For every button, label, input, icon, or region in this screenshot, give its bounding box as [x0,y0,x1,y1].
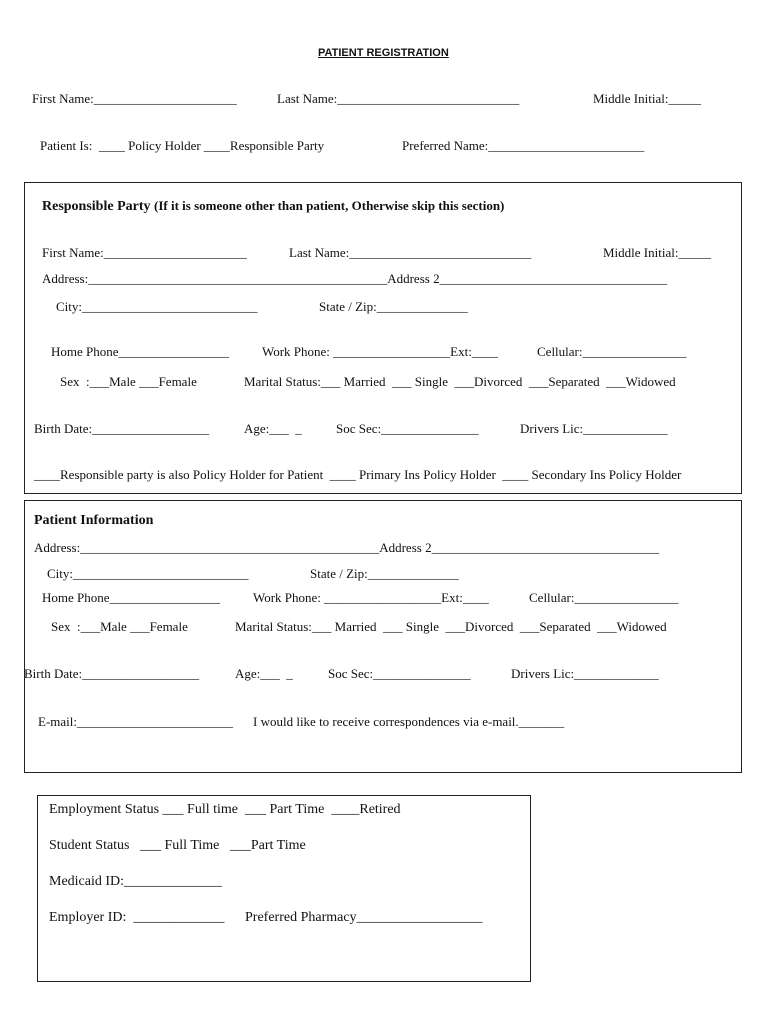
pi-cellular-field[interactable]: Cellular:________________ [529,590,679,605]
patient-is-field[interactable]: Patient Is: ____ Policy Holder ____Responsible Party [40,138,325,153]
rp-marital-status-field[interactable]: Marital Status:___ Married ___ Single ___Divorced ___Separated ___Widowed [244,374,676,389]
pi-email-field[interactable]: E-mail:________________________ [38,714,233,729]
responsible-party-title: Responsible Party [42,199,151,214]
page-title: PATIENT REGISTRATION [318,47,449,59]
pi-address-field[interactable]: Address:______________________________________________Address 2___________________________________ [34,540,660,555]
middle-initial-field[interactable]: Middle Initial:_____ [593,91,701,106]
pi-soc-sec-field[interactable]: Soc Sec:_______________ [328,666,471,681]
patient-information-heading: Patient Information [34,513,154,528]
rp-cellular-field[interactable]: Cellular:________________ [537,344,687,359]
pi-birth-date-field[interactable]: Birth Date:__________________ [24,666,200,681]
employer-id-field[interactable]: Employer ID: _____________ [49,910,225,925]
pi-home-phone-field[interactable]: Home Phone_________________ [42,590,221,605]
rp-policy-holder-options[interactable]: ____Responsible party is also Policy Holder for Patient ____ Primary Ins Policy Holder ____ Secondary Ins Policy Holder [34,467,682,482]
rp-last-name-field[interactable]: Last Name:____________________________ [289,245,532,260]
pi-sex-field[interactable]: Sex :___Male ___Female [51,619,188,634]
rp-birth-date-field[interactable]: Birth Date:__________________ [34,421,210,436]
responsible-party-heading [42,198,504,215]
rp-middle-initial-field[interactable]: Middle Initial:_____ [603,245,711,260]
rp-home-phone-field[interactable]: Home Phone_________________ [51,344,230,359]
rp-work-phone-field[interactable]: Work Phone: __________________Ext:____ [262,344,498,359]
first-name-field[interactable]: First Name:______________________ [32,91,237,106]
rp-drivers-lic-field[interactable]: Drivers Lic:_____________ [520,421,668,436]
rp-address-field[interactable]: Address:______________________________________________Address 2___________________________________ [42,271,668,286]
rp-city-field[interactable]: City:___________________________ [56,299,258,314]
rp-state-zip-field[interactable]: State / Zip:______________ [319,299,468,314]
preferred-pharmacy-field[interactable]: Preferred Pharmacy__________________ [245,910,483,925]
rp-soc-sec-field[interactable]: Soc Sec:_______________ [336,421,479,436]
rp-sex-field[interactable]: Sex :___Male ___Female [60,374,197,389]
pi-age-field[interactable]: Age:___ _ [235,666,293,681]
pi-email-optin-field[interactable]: I would like to receive correspondences via e-mail._______ [253,714,565,729]
pi-marital-status-field[interactable]: Marital Status:___ Married ___ Single ___Divorced ___Separated ___Widowed [235,619,667,634]
rp-first-name-field[interactable]: First Name:______________________ [42,245,247,260]
pi-city-field[interactable]: City:___________________________ [47,566,249,581]
student-status-field[interactable]: Student Status ___ Full Time ___Part Time [49,838,306,853]
pi-work-phone-field[interactable]: Work Phone: __________________Ext:____ [253,590,489,605]
medicaid-id-field[interactable]: Medicaid ID:______________ [49,874,223,889]
employment-status-field[interactable]: Employment Status ___ Full time ___ Part Time ____Retired [49,802,401,817]
preferred-name-field[interactable]: Preferred Name:________________________ [402,138,645,153]
rp-age-field[interactable]: Age:___ _ [244,421,302,436]
pi-drivers-lic-field[interactable]: Drivers Lic:_____________ [511,666,659,681]
pi-state-zip-field[interactable]: State / Zip:______________ [310,566,459,581]
last-name-field[interactable]: Last Name:____________________________ [277,91,520,106]
responsible-party-section [24,182,742,494]
responsible-party-note: (If it is someone other than patient, Otherwise skip this section) [154,198,505,213]
